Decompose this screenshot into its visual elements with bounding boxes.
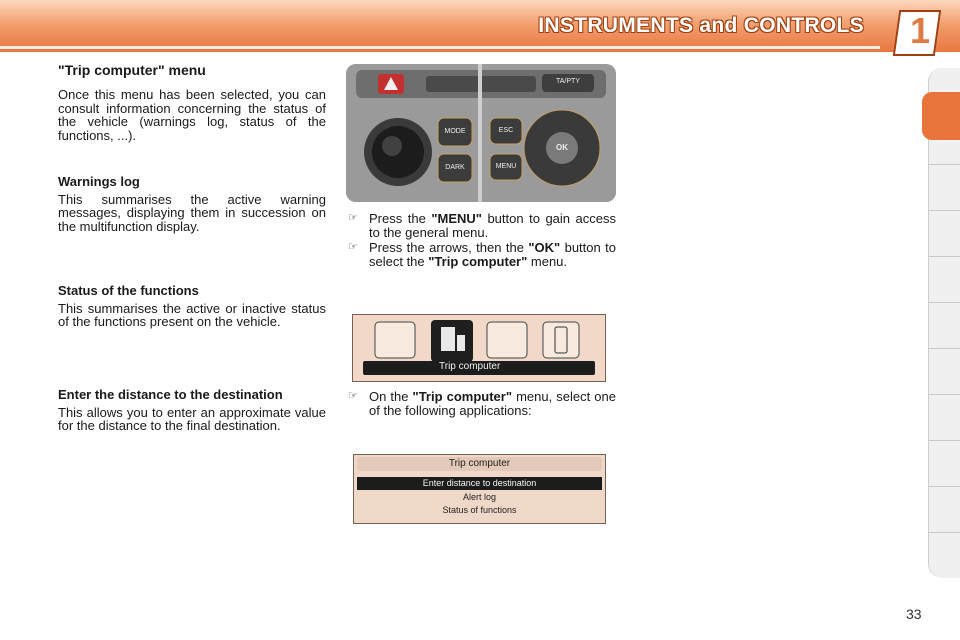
menu-button: MENU	[495, 163, 517, 170]
pointer-hand-icon: ☞	[348, 390, 358, 402]
menu-title: Trip computer	[448, 458, 511, 469]
screen-caption: Trip computer	[439, 361, 501, 372]
pointer-hand-icon: ☞	[348, 212, 358, 224]
status-functions-block	[58, 284, 326, 329]
distance-block	[58, 388, 326, 433]
ta-pty-button: TA/PTY	[556, 78, 580, 85]
instruction-2	[348, 241, 616, 268]
side-tab[interactable]	[929, 164, 960, 165]
side-tab[interactable]	[929, 210, 960, 211]
status-functions-heading: Status of the functions	[58, 283, 199, 298]
side-tab[interactable]	[929, 486, 960, 487]
warnings-log-heading: Warnings log	[58, 174, 140, 189]
section-title: "Trip computer" menu	[58, 62, 206, 78]
ok-button: OK	[556, 143, 568, 152]
warnings-log-body: This summarises the active warning messages, displaying them in succession on the multifunction display.	[58, 191, 326, 234]
menu-item-distance[interactable]: Enter distance to destination	[422, 478, 537, 488]
trip-computer-menu-screen	[353, 454, 606, 524]
chapter-title: INSTRUMENTS and CONTROLS	[538, 14, 864, 37]
status-functions-body: This summarises the active or inactive status of the functions present on the vehicle.	[58, 300, 326, 329]
multifunction-screen	[352, 314, 606, 382]
mode-button: MODE	[444, 128, 466, 135]
instruction-1	[348, 212, 616, 239]
chapter-number: 1	[909, 10, 930, 51]
side-tab[interactable]	[929, 532, 960, 533]
side-tab-strip	[928, 68, 960, 578]
side-tab-active[interactable]	[922, 92, 960, 140]
side-tab[interactable]	[929, 302, 960, 303]
instruction-2-text: Press the arrows, then the "OK" button to select the "Trip computer" menu.	[369, 240, 616, 269]
warnings-log-block	[58, 175, 326, 233]
distance-body: This allows you to enter an approximate value for the distance to the final destination.	[58, 404, 326, 433]
menu-item-status[interactable]: Status of functions	[442, 505, 517, 515]
instruction-3-text: On the "Trip computer" menu, select one of the following applications:	[369, 389, 616, 418]
header-line	[0, 46, 880, 49]
side-tab[interactable]	[929, 348, 960, 349]
pointer-hand-icon: ☞	[348, 241, 358, 253]
menu-item-alert-log[interactable]: Alert log	[462, 492, 497, 502]
dark-button: DARK	[445, 164, 465, 171]
side-tab[interactable]	[929, 440, 960, 441]
side-tab[interactable]	[929, 394, 960, 395]
distance-heading: Enter the distance to the destination	[58, 387, 283, 402]
intro-paragraph: Once this menu has been selected, you can consult information concerning the status of the vehicle (warnings log, status of the functions, ...).	[58, 87, 326, 143]
side-tab[interactable]	[929, 256, 960, 257]
instruction-3	[348, 390, 616, 417]
control-panel-illustration	[346, 64, 616, 202]
page-number: 33	[906, 606, 922, 622]
instruction-1-text: Press the "MENU" button to gain access to the general menu.	[369, 211, 616, 240]
esc-button: ESC	[498, 127, 514, 134]
